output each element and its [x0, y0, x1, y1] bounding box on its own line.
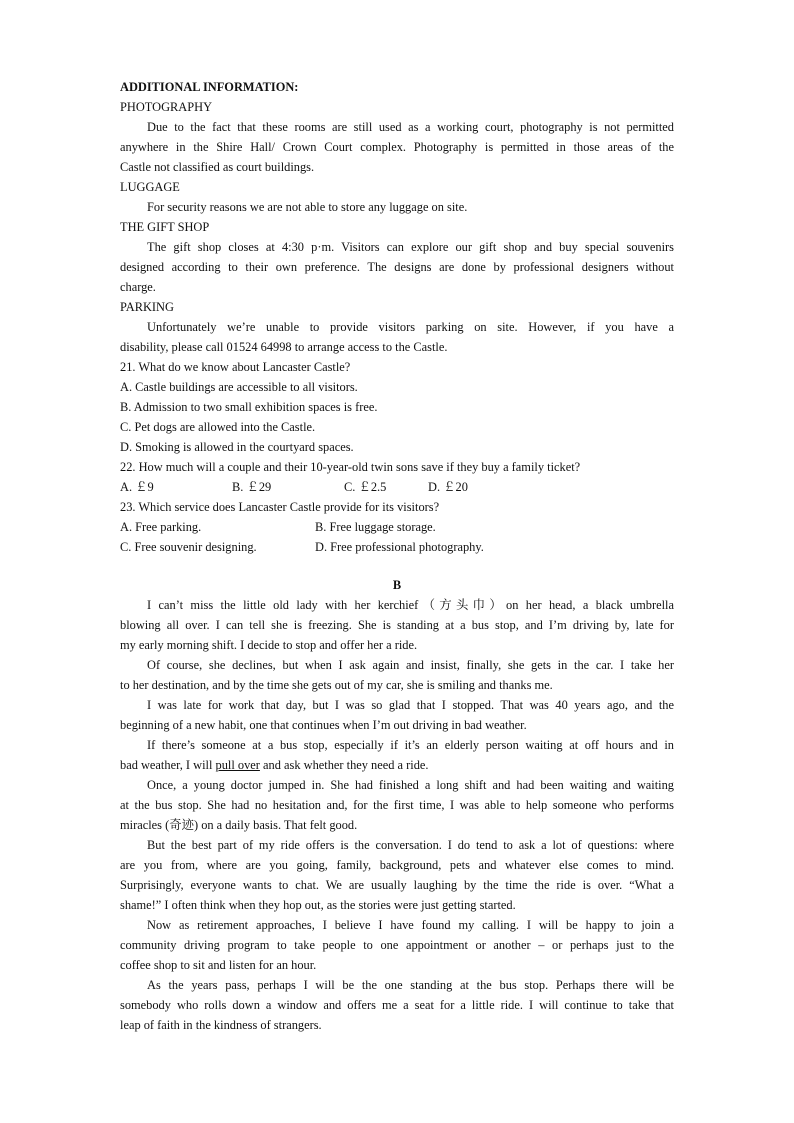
- passage-b-p1-line-1: I can’t miss the little old lady with her kerchief（方头巾）on her head, a black umbrella: [147, 598, 674, 612]
- question-23-stem: 23. Which service does Lancaster Castle provide for its visitors?: [120, 500, 440, 514]
- photography-line-1: Due to the fact that these rooms are still used as a working court, photography is not permitted: [147, 120, 674, 134]
- passage-b-p2-line-2: to her destination, and by the time she gets out of my car, she is smiling and thanks me.: [120, 678, 553, 692]
- gift-shop-line-2: designed according to their own preference. The designs are done by professional designers without: [120, 260, 674, 274]
- passage-b-p6-line-2: are you from, where are you going, family, background, pets and whatever else comes to mind.: [120, 858, 674, 872]
- passage-b-p4-line-2: [120, 755, 674, 775]
- passage-b-p2-line-1: Of course, she declines, but when I ask again and insist, finally, she gets in the car. I take her: [147, 658, 674, 672]
- passage-b-p4-line-2-start: bad weather, I will: [120, 758, 213, 772]
- passage-b-p3-line-2: beginning of a new habit, one that continues when I’m out driving in bad weather.: [120, 718, 527, 732]
- underlined-phrase-pull-over: pull over: [215, 758, 260, 772]
- passage-b-p6-line-3: Surprisingly, everyone wants to chat. We are usually laughing by the time the ride is over. “What a: [120, 878, 674, 892]
- question-23-options-row-1: [120, 517, 674, 537]
- question-21-option-b: B. Admission to two small exhibition spaces is free.: [120, 400, 378, 414]
- passage-b-p1-line-3: my early morning shift. I decide to stop and offer her a ride.: [120, 638, 418, 652]
- gift-shop-line-3: charge.: [120, 280, 156, 294]
- passage-b-p7-line-3: coffee shop to sit and listen for an hour.: [120, 958, 317, 972]
- parking-line-2: disability, please call 01524 64998 to arrange access to the Castle.: [120, 340, 448, 354]
- question-23-options-row-2: [120, 537, 674, 557]
- passage-b-p5-line-2: at the bus stop. She had no hesitation and, for the first time, I was able to help someone who performs: [120, 798, 674, 812]
- question-23-option-d: D. Free professional photography.: [315, 540, 484, 554]
- luggage-line-1: For security reasons we are not able to store any luggage on site.: [147, 200, 468, 214]
- question-21-option-d: D. Smoking is allowed in the courtyard spaces.: [120, 440, 354, 454]
- question-22-option-a: A. ￡9: [120, 480, 154, 494]
- question-22-stem: 22. How much will a couple and their 10-year-old twin sons save if they buy a family ticket?: [120, 460, 581, 474]
- parking-line-1: Unfortunately we’re unable to provide visitors parking on site. However, if you have a: [147, 320, 674, 334]
- passage-b-p5-line-3: miracles (奇迹) on a daily basis. That felt good.: [120, 818, 358, 832]
- passage-b-p1-line-2: blowing all over. I can tell she is freezing. She is standing at a bus stop, and I’m driving by, late for: [120, 618, 674, 632]
- question-22-options: [120, 477, 674, 497]
- parking-title: PARKING: [120, 300, 174, 314]
- passage-b-p8-line-2: somebody who rolls down a window and offers me a seat for a little ride. I will continue to take that: [120, 998, 674, 1012]
- section-gap: [120, 557, 674, 575]
- photography-title: PHOTOGRAPHY: [120, 100, 213, 114]
- document-page: [120, 77, 674, 1035]
- question-22-option-b: B. ￡29: [232, 480, 272, 494]
- question-21-stem: 21. What do we know about Lancaster Castle?: [120, 360, 351, 374]
- question-23-option-b: B. Free luggage storage.: [315, 520, 436, 534]
- gift-shop-line-1: The gift shop closes at 4:30 p·m. Visitors can explore our gift shop and buy special souvenirs: [147, 240, 674, 254]
- photography-line-3: Castle not classified as court buildings.: [120, 160, 315, 174]
- question-22-option-c: C. ￡2.5: [344, 480, 387, 494]
- passage-b-p8-line-1: As the years pass, perhaps I will be the one standing at the bus stop. Perhaps there will be: [147, 978, 674, 992]
- passage-b-p6-line-4: shame!” I often think when they hop out, as the stories were just getting started.: [120, 898, 516, 912]
- question-21-option-c: C. Pet dogs are allowed into the Castle.: [120, 420, 316, 434]
- question-23-option-a: A. Free parking.: [120, 520, 202, 534]
- question-22-option-d: D. ￡20: [428, 480, 468, 494]
- additional-info-heading: ADDITIONAL INFORMATION:: [120, 80, 299, 94]
- passage-b-p4-line-2-end: and ask whether they need a ride.: [263, 758, 429, 772]
- photography-line-2: anywhere in the Shire Hall/ Crown Court complex. Photography is permitted in those areas of the: [120, 140, 674, 154]
- passage-b-p5-line-1: Once, a young doctor jumped in. She had finished a long shift and had been waiting and waiting: [147, 778, 674, 792]
- question-21-option-a: A. Castle buildings are accessible to all visitors.: [120, 380, 358, 394]
- passage-b-p7-line-2: community driving program to take people to one appointment or another – or perhaps just to the: [120, 938, 674, 952]
- passage-b-p6-line-1: But the best part of my ride offers is the conversation. I do tend to ask a lot of questions: where: [147, 838, 674, 852]
- gift-shop-title: THE GIFT SHOP: [120, 220, 210, 234]
- section-b-label: B: [392, 578, 402, 592]
- passage-b-p4-line-1: If there’s someone at a bus stop, especially if it’s an elderly person waiting at off hours and in: [147, 738, 674, 752]
- luggage-title: LUGGAGE: [120, 180, 180, 194]
- passage-b-p7-line-1: Now as retirement approaches, I believe I have found my calling. I will be happy to join a: [147, 918, 674, 932]
- question-23-option-c: C. Free souvenir designing.: [120, 540, 257, 554]
- passage-b-p3-line-1: I was late for work that day, but I was so glad that I stopped. That was 40 years ago, and the: [147, 698, 674, 712]
- passage-b-p8-line-3: leap of faith in the kindness of strangers.: [120, 1018, 322, 1032]
